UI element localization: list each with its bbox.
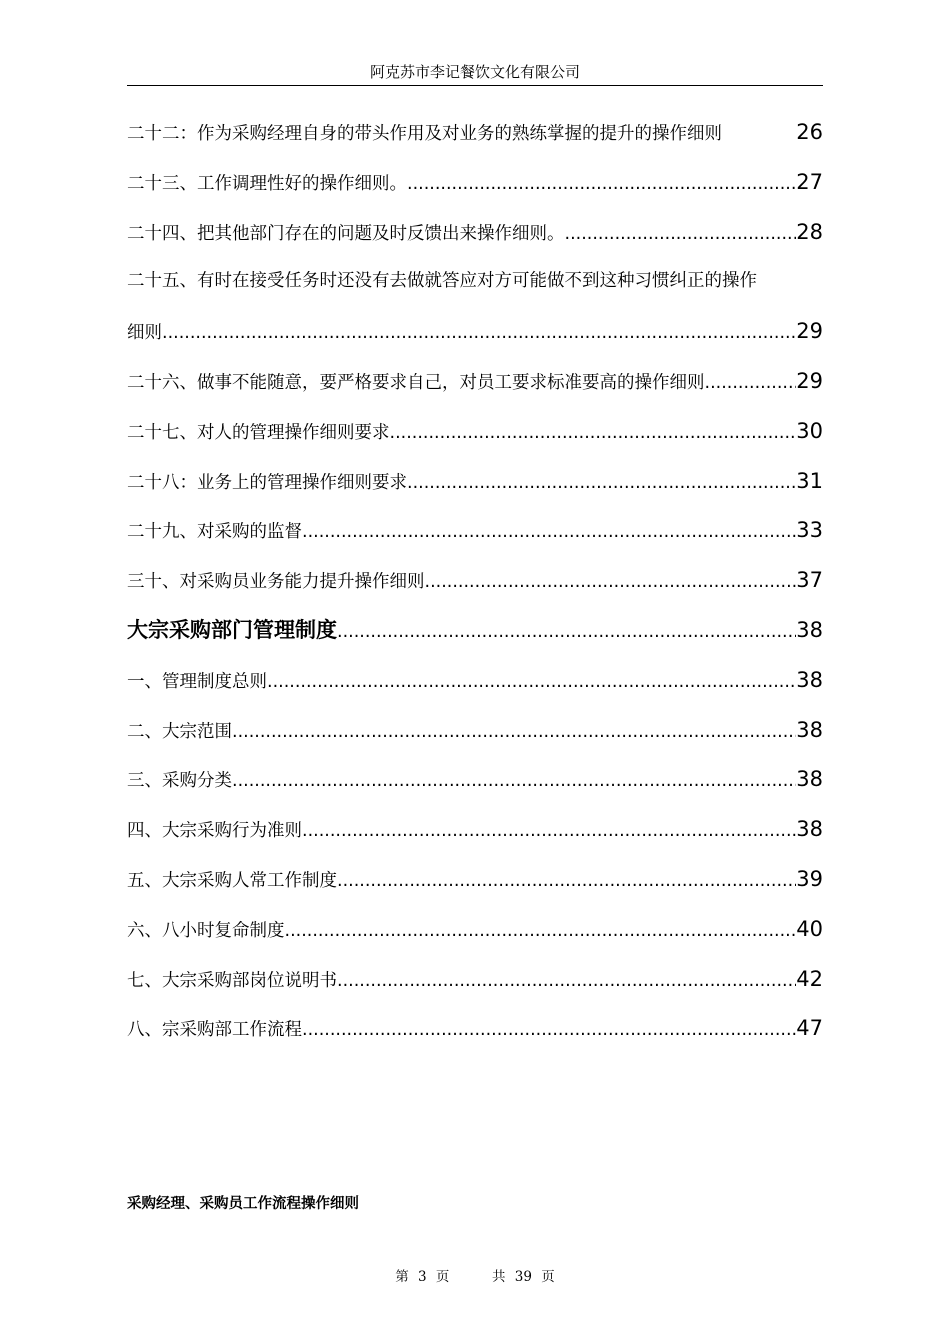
toc-entry-page-number: 39 xyxy=(796,866,823,891)
toc-entry-page-number: 28 xyxy=(796,219,823,244)
toc-entry-title: 二十九、对采购的监督 xyxy=(127,522,302,543)
header-rule xyxy=(127,85,823,86)
toc-entry[interactable] xyxy=(127,656,823,706)
toc-entry-title: 二十五、有时在接受任务时还没有去做就答应对方可能做不到这种习惯纠正的操作 xyxy=(127,271,757,292)
toc-entry-page-number: 38 xyxy=(796,817,823,842)
toc-dot-leader xyxy=(302,1006,796,1056)
page-footer xyxy=(0,1267,950,1287)
toc-entry[interactable] xyxy=(127,158,823,208)
toc-dot-leader xyxy=(267,658,796,708)
toc-entry[interactable] xyxy=(127,208,823,258)
toc-entry-title: 二十四、把其他部门存在的问题及时反馈出来操作细则。 xyxy=(127,223,565,244)
toc-entry-title: 二十八：业务上的管理操作细则要求 xyxy=(127,472,407,493)
toc-entry[interactable] xyxy=(127,257,823,307)
section-title: 采购经理、采购员工作流程操作细则 xyxy=(127,1196,359,1212)
toc-entry-title: 四、大宗采购行为准则 xyxy=(127,821,302,842)
toc-entry-page-number: 42 xyxy=(796,966,823,991)
toc-entry-title: 一、管理制度总则 xyxy=(127,671,267,692)
toc-entry-title: 七、大宗采购部岗位说明书 xyxy=(127,970,337,991)
toc-entry[interactable] xyxy=(127,407,823,457)
toc-entry-page-number: 26 xyxy=(796,120,823,144)
toc-entry[interactable] xyxy=(127,606,823,656)
toc-dot-leader xyxy=(337,608,796,658)
toc-entry-page-number: 29 xyxy=(796,319,823,344)
toc-dot-leader xyxy=(390,409,797,459)
toc-dot-leader xyxy=(302,508,796,558)
toc-entry-page-number: 30 xyxy=(796,418,823,443)
toc-entry[interactable] xyxy=(127,556,823,606)
toc-entry[interactable] xyxy=(127,805,823,855)
toc-entry[interactable] xyxy=(127,706,823,756)
toc-entry-page-number: 38 xyxy=(796,667,823,692)
footer-total-unit: 页 xyxy=(541,1269,555,1285)
toc-entry-page-number: 38 xyxy=(796,767,823,792)
table-of-contents xyxy=(127,108,823,1054)
toc-entry-page-number: 27 xyxy=(796,169,823,194)
toc-entry[interactable] xyxy=(127,955,823,1005)
toc-entry[interactable] xyxy=(127,855,823,905)
toc-entry-title: 二十二：作为采购经理自身的带头作用及对业务的熟练掌握的提升的操作细则 xyxy=(127,124,722,144)
toc-entry-page-number: 47 xyxy=(796,1016,823,1041)
toc-dot-leader xyxy=(232,708,796,758)
toc-dot-leader xyxy=(232,757,796,807)
toc-entry[interactable] xyxy=(127,905,823,955)
toc-entry-title: 大宗采购部门管理制度 xyxy=(127,617,337,642)
toc-entry[interactable] xyxy=(127,307,823,357)
toc-entry[interactable] xyxy=(127,357,823,407)
toc-dot-leader xyxy=(337,957,796,1007)
toc-dot-leader xyxy=(425,558,797,608)
toc-entry-title: 二、大宗范围 xyxy=(127,721,232,742)
page-header-company: 阿克苏市李记餐饮文化有限公司 xyxy=(369,63,580,81)
toc-dot-leader xyxy=(705,359,797,409)
toc-entry-page-number: 31 xyxy=(796,468,823,493)
toc-entry[interactable] xyxy=(127,457,823,507)
toc-dot-leader xyxy=(565,210,797,260)
toc-entry[interactable] xyxy=(127,108,823,158)
toc-entry[interactable] xyxy=(127,755,823,805)
toc-entry-title: 三十、对采购员业务能力提升操作细则 xyxy=(127,572,425,593)
toc-entry-title: 二十三、工作调理性好的操作细则。 xyxy=(127,173,407,194)
toc-dot-leader xyxy=(407,459,796,509)
toc-entry-title: 五、大宗采购人常工作制度 xyxy=(127,870,337,891)
toc-entry-title: 二十六、做事不能随意，要严格要求自己，对员工要求标准要高的操作细则 xyxy=(127,372,705,393)
footer-prefix: 第 xyxy=(395,1269,409,1285)
toc-entry-page-number: 37 xyxy=(796,568,823,593)
toc-dot-leader xyxy=(337,857,796,907)
toc-entry-title: 三、采购分类 xyxy=(127,771,232,792)
footer-page-unit: 页 xyxy=(435,1269,450,1285)
footer-total-pages: 39 xyxy=(514,1269,532,1285)
toc-entry[interactable] xyxy=(127,506,823,556)
footer-current-page: 3 xyxy=(418,1269,427,1285)
toc-entry-page-number: 38 xyxy=(796,617,823,642)
toc-entry-page-number: 40 xyxy=(796,916,823,941)
toc-dot-leader xyxy=(407,160,796,210)
toc-dot-leader xyxy=(285,907,797,957)
toc-entry-title: 细则 xyxy=(127,323,162,344)
toc-dot-leader xyxy=(162,309,796,359)
footer-total-prefix: 共 xyxy=(492,1269,506,1285)
toc-entry-page-number: 38 xyxy=(796,717,823,742)
toc-entry[interactable] xyxy=(127,1004,823,1054)
toc-entry-title: 二十七、对人的管理操作细则要求 xyxy=(127,422,390,443)
toc-dot-leader xyxy=(302,807,796,857)
toc-entry-page-number: 29 xyxy=(796,368,823,393)
toc-entry-page-number: 33 xyxy=(796,518,823,543)
toc-entry-title: 八、宗采购部工作流程 xyxy=(127,1020,302,1041)
toc-entry-title: 六、八小时复命制度 xyxy=(127,920,285,941)
